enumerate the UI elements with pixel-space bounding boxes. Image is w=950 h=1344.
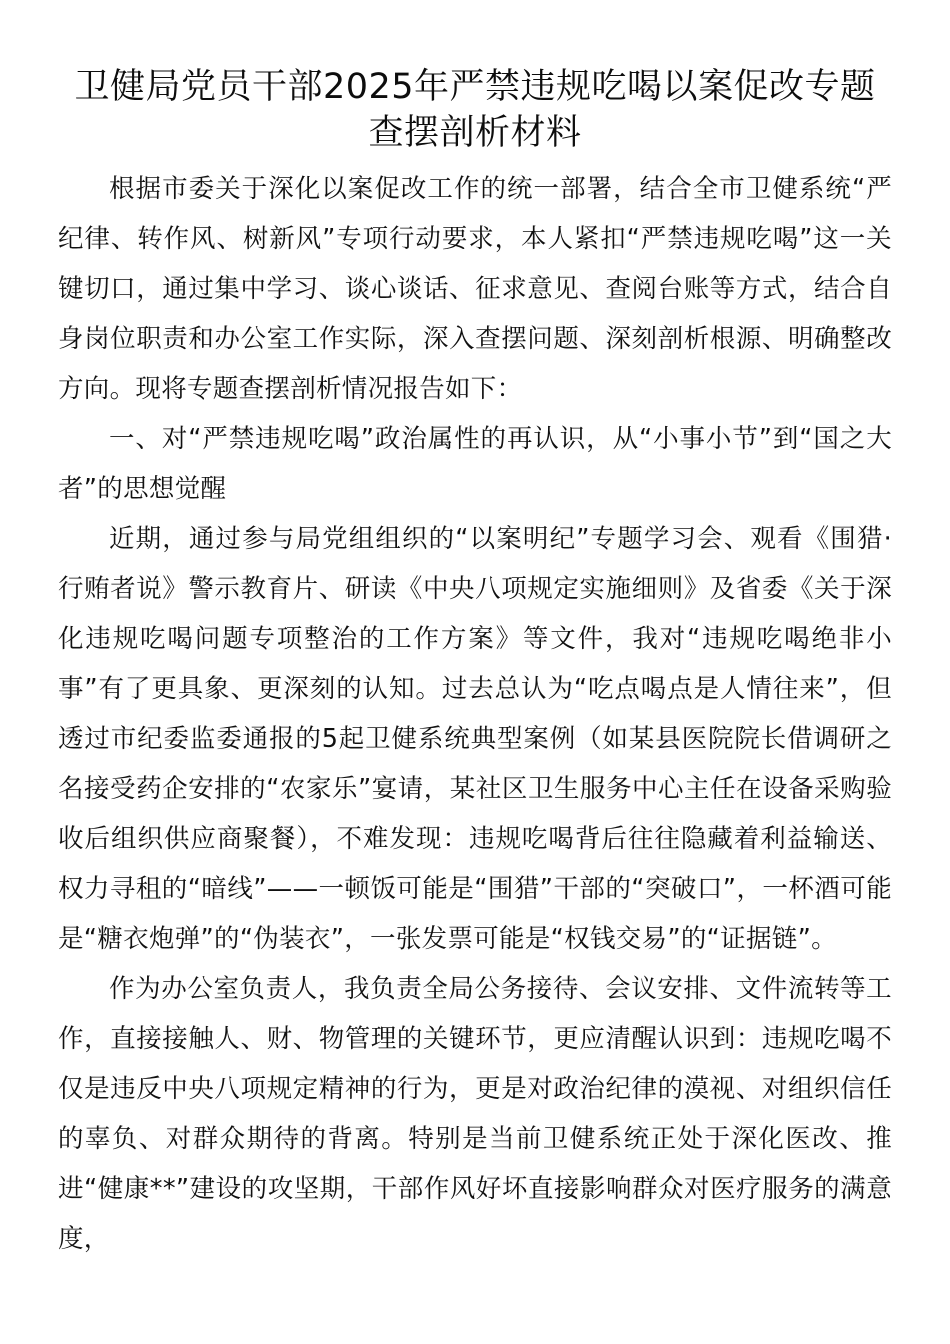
document-title <box>58 64 892 156</box>
body-paragraph-2: 作为办公室负责人，我负责全局公务接待、会议安排、文件流转等工作，直接接触人、财、物管理的关键环节，更应清醒认识到：违规吃喝不仅是违反中央八项规定精神的行为，更是对政治纪律的漠视、对组织信任的辜负、对群众期待的背离。特别是当前卫健系统正处于深化医改、推进“健康**”建设的攻坚期，干部作风好坏直接影响群众对医疗服务的满意度， <box>58 974 892 1254</box>
body-paragraph-1: 近期，通过参与局党组组织的“以案明纪”专题学习会、观看《围猎·行贿者说》警示教育片、研读《中央八项规定实施细则》及省委《关于深化违规吃喝问题专项整治的工作方案》等文件，我对“违规吃喝绝非小事”有了更具象、更深刻的认知。过去总认为“吃点喝点是人情往来”，但透过市纪委监委通报的5起卫健系统典型案例（如某县医院院长借调研之名接受药企安排的“农家乐”宴请，某社区卫生服务中心主任在设备采购验收后组织供应商聚餐），不难发现：违规吃喝背后往往隐藏着利益输送、权力寻租的“暗线”——一顿饭可能是“围猎”干部的“突破口”，一杯酒可能是“糖衣炮弹”的“伪装衣”，一张发票可能是“权钱交易”的“证据链”。 <box>58 524 892 954</box>
intro-paragraph: 根据市委关于深化以案促改工作的统一部署，结合全市卫健系统“严纪律、转作风、树新风”专项行动要求，本人紧扣“严禁违规吃喝”这一关键切口，通过集中学习、谈心谈话、征求意见、查阅台账等方式，结合自身岗位职责和办公室工作实际，深入查摆问题、深刻剖析根源、明确整改方向。现将专题查摆剖析情况报告如下： <box>58 174 892 404</box>
document-page <box>58 64 892 1264</box>
title-line-2: 查摆剖析材料 <box>368 113 582 153</box>
section-heading-1: 一、对“严禁违规吃喝”政治属性的再认识，从“小事小节”到“国之大者”的思想觉醒 <box>58 424 892 504</box>
title-line-1: 卫健局党员干部2025年严禁违规吃喝以案促改专题 <box>74 67 876 107</box>
